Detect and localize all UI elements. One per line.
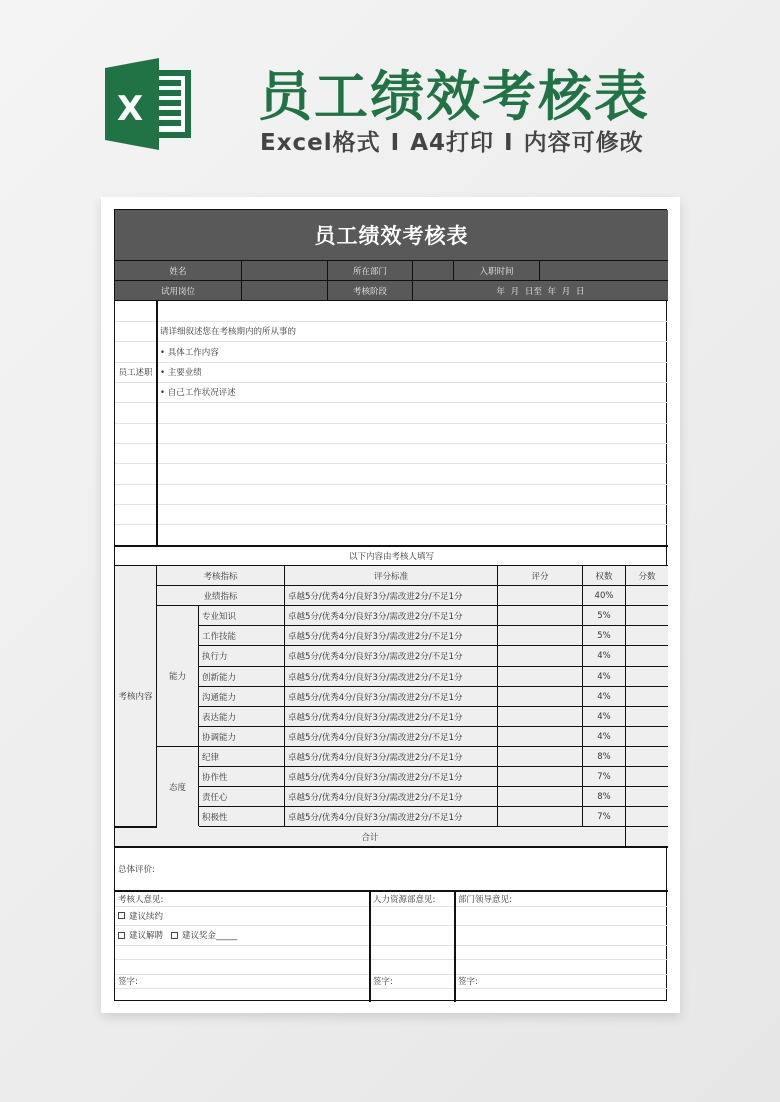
overall-evaluation[interactable]: 总体评价: — [118, 864, 155, 875]
points-cell[interactable] — [626, 687, 668, 707]
item-name: 协调能力 — [199, 727, 285, 747]
hr-opinion-label: 人力资源部意见: — [373, 894, 436, 905]
reviewer-opinion-label: 考核人意见: — [118, 894, 164, 905]
checkbox-renew[interactable]: 建议续约 — [115, 906, 369, 925]
indicator-performance: 业绩指标 — [157, 586, 285, 606]
hr-sign-label[interactable]: 签字: — [373, 977, 393, 987]
position-label: 试用岗位 — [115, 281, 242, 301]
item-name: 协作性 — [199, 767, 285, 787]
standard-cell: 卓越5分/优秀4分/良好3分/需改进2分/不足1分 — [285, 787, 498, 807]
svg-text:X: X — [117, 89, 144, 129]
col-header-score: 评分 — [498, 566, 583, 586]
score-input[interactable] — [498, 707, 583, 727]
standard-cell: 卓越5分/优秀4分/良好3分/需改进2分/不足1分 — [285, 667, 498, 687]
item-name: 积极性 — [199, 807, 285, 827]
weight-cell: 5% — [583, 606, 626, 626]
self-report-bullet: • 自己工作状况评述 — [160, 388, 236, 398]
self-report-input-area[interactable] — [157, 402, 667, 544]
standard-cell: 卓越5分/优秀4分/良好3分/需改进2分/不足1分 — [285, 707, 498, 727]
checkbox-dismiss[interactable]: 建议解聘 — [129, 931, 164, 941]
col-header-standard: 评分标准 — [285, 566, 498, 586]
points-cell[interactable] — [626, 646, 668, 667]
standard-cell: 卓越5分/优秀4分/良好3分/需改进2分/不足1分 — [285, 807, 498, 827]
dept-label: 所在部门 — [328, 261, 413, 281]
points-cell[interactable] — [626, 667, 668, 687]
points-cell[interactable] — [626, 626, 668, 646]
col-header-points: 分数 — [626, 566, 668, 586]
points-cell[interactable] — [626, 807, 668, 827]
reviewer-sign-label[interactable]: 签字: — [118, 977, 138, 987]
leader-sign-label[interactable]: 签字: — [458, 977, 478, 987]
score-input[interactable] — [498, 646, 583, 667]
col-header-indicator: 考核指标 — [157, 566, 285, 586]
header-row-1 — [115, 260, 668, 280]
score-input[interactable] — [498, 606, 583, 626]
leader-opinion-label: 部门领导意见: — [458, 894, 512, 905]
standard-cell: 卓越5分/优秀4分/良好3分/需改进2分/不足1分 — [285, 586, 498, 606]
points-cell[interactable] — [626, 586, 668, 606]
item-name: 工作技能 — [199, 626, 285, 646]
points-cell[interactable] — [626, 727, 668, 747]
header-row-2 — [115, 280, 668, 301]
score-input[interactable] — [498, 727, 583, 747]
form-title: 员工绩效考核表 — [115, 210, 668, 260]
opinions-section — [115, 891, 668, 1002]
weight-cell: 4% — [583, 687, 626, 707]
self-report-section — [115, 301, 668, 545]
position-field[interactable] — [242, 281, 328, 301]
standard-cell: 卓越5分/优秀4分/良好3分/需改进2分/不足1分 — [285, 626, 498, 646]
item-name: 沟通能力 — [199, 687, 285, 707]
weight-cell: 4% — [583, 707, 626, 727]
checkbox-bonus[interactable]: 建议奖金_____ — [182, 931, 238, 941]
weight-cell: 8% — [583, 747, 626, 767]
weight-cell: 4% — [583, 727, 626, 747]
item-name: 创新能力 — [199, 667, 285, 687]
item-name: 表达能力 — [199, 707, 285, 727]
weight-cell: 5% — [583, 626, 626, 646]
points-cell[interactable] — [626, 606, 668, 626]
standard-cell: 卓越5分/优秀4分/良好3分/需改进2分/不足1分 — [285, 767, 498, 787]
score-input[interactable] — [498, 767, 583, 787]
group-label-ability: 能力 — [157, 606, 199, 747]
self-report-label: 员工述职 — [118, 367, 153, 378]
weight-cell: 8% — [583, 787, 626, 807]
self-report-intro: 请详细叙述您在考核期内的所从事的 — [160, 327, 297, 337]
checkbox-icon[interactable] — [118, 932, 125, 939]
banner — [0, 0, 780, 190]
weight-cell: 40% — [583, 586, 626, 606]
weight-cell: 4% — [583, 646, 626, 667]
banner-subtitle: Excel格式 I A4打印 I 内容可修改 — [260, 130, 644, 156]
self-report-bullet: • 具体工作内容 — [160, 347, 219, 358]
score-input[interactable] — [498, 687, 583, 707]
self-report-bullet: • 主要业绩 — [160, 368, 202, 378]
period-label: 考核阶段 — [328, 281, 413, 301]
total-points-cell[interactable] — [626, 827, 668, 846]
performance-review-form — [114, 209, 667, 1001]
standard-cell: 卓越5分/优秀4分/良好3分/需改进2分/不足1分 — [285, 646, 498, 667]
weight-cell: 4% — [583, 667, 626, 687]
score-input[interactable] — [498, 747, 583, 767]
reviewer-note: 以下内容由考核人填写 — [348, 552, 434, 562]
item-name: 执行力 — [199, 646, 285, 667]
checkbox-icon[interactable] — [118, 912, 125, 919]
standard-cell: 卓越5分/优秀4分/良好3分/需改进2分/不足1分 — [285, 687, 498, 707]
points-cell[interactable] — [626, 767, 668, 787]
dept-field[interactable] — [413, 261, 454, 281]
col-header-weight: 权数 — [583, 566, 626, 586]
banner-title: 员工绩效考核表 — [258, 65, 650, 128]
points-cell[interactable] — [626, 707, 668, 727]
score-input[interactable] — [498, 586, 583, 606]
standard-cell: 卓越5分/优秀4分/良好3分/需改进2分/不足1分 — [285, 727, 498, 747]
standard-cell: 卓越5分/优秀4分/良好3分/需改进2分/不足1分 — [285, 747, 498, 767]
item-name: 纪律 — [199, 747, 285, 767]
hire-date-field[interactable] — [540, 261, 668, 281]
total-label: 合计 — [115, 827, 626, 846]
name-field[interactable] — [242, 261, 328, 281]
scoring-table — [115, 566, 668, 846]
score-input[interactable] — [498, 807, 583, 827]
score-input[interactable] — [498, 667, 583, 687]
item-name: 专业知识 — [199, 606, 285, 626]
points-cell[interactable] — [626, 787, 668, 807]
checkbox-icon[interactable] — [171, 932, 178, 939]
standard-cell: 卓越5分/优秀4分/良好3分/需改进2分/不足1分 — [285, 606, 498, 626]
excel-logo-icon — [101, 56, 197, 152]
weight-cell: 7% — [583, 767, 626, 787]
weight-cell: 7% — [583, 807, 626, 827]
group-label-attitude: 态度 — [157, 747, 199, 826]
points-cell[interactable] — [626, 747, 668, 767]
name-label: 姓名 — [115, 261, 242, 281]
period-field[interactable]: 年 月 日至 年 月 日 — [496, 287, 585, 297]
scoring-section-label: 考核内容 — [115, 566, 157, 826]
score-input[interactable] — [498, 787, 583, 807]
score-input[interactable] — [498, 626, 583, 646]
item-name: 责任心 — [199, 787, 285, 807]
checkbox-row — [115, 925, 369, 945]
hire-date-label: 入职时间 — [454, 261, 540, 281]
